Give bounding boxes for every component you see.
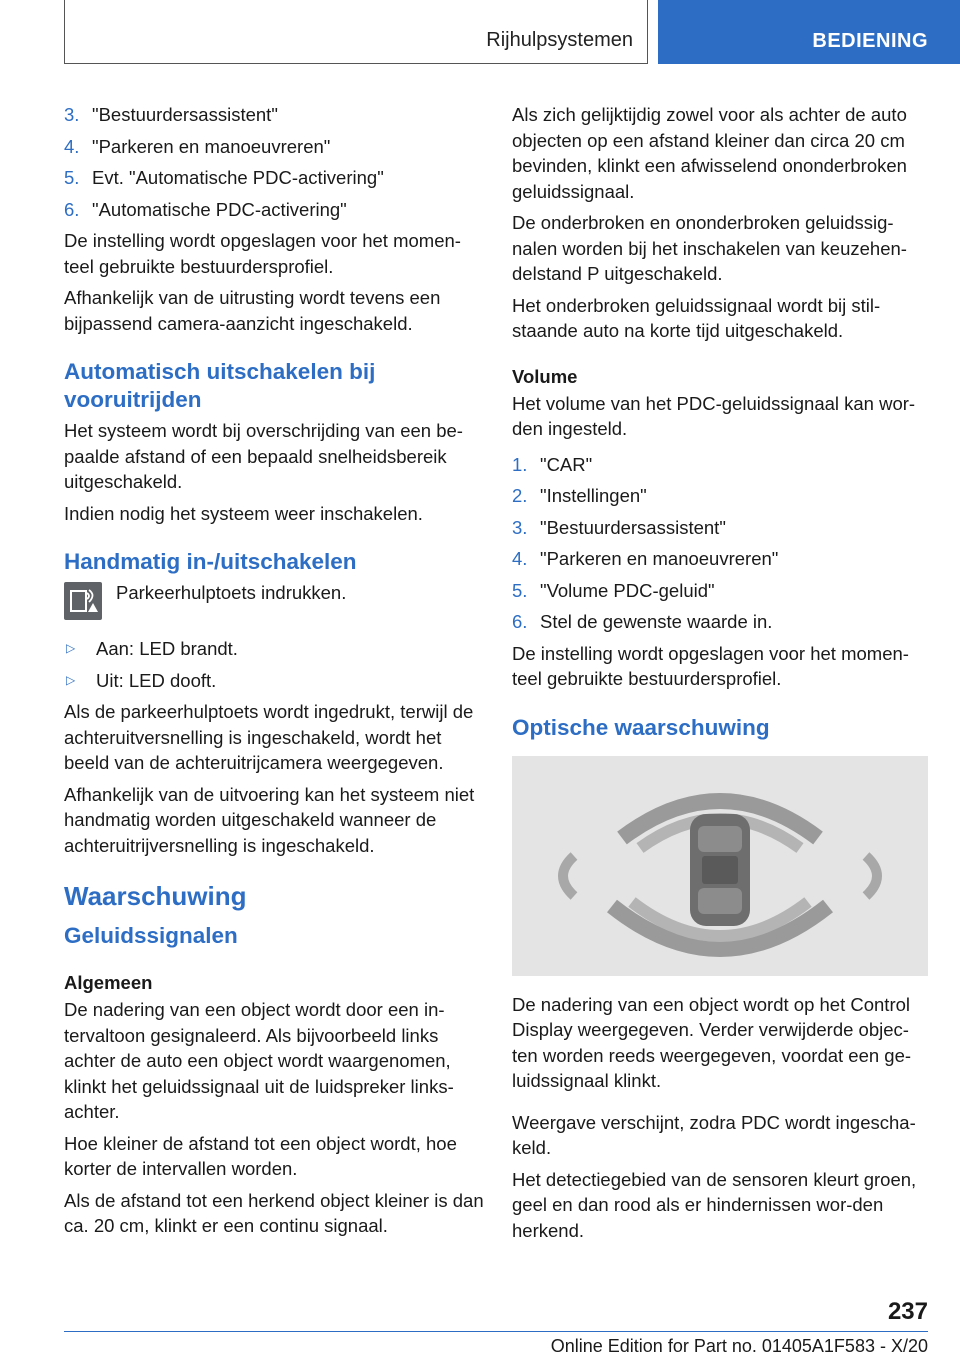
led-state-list: [64, 636, 484, 693]
heading-auto-off: Automatisch uitschakelen bij vooruitrijden: [64, 359, 376, 412]
list-item: 4. "Parkeren en manoeuvreren": [64, 135, 331, 157]
heading-warning: Waarschuwing: [64, 881, 247, 911]
paragraph: Het systeem wordt bij overschrijding van een be-paalde afstand of een bepaald snelheidsbereik uitgeschakeld.: [64, 420, 463, 492]
page-number: 237: [887, 1298, 928, 1325]
list-item: 3. "Bestuurdersassistent": [64, 104, 278, 125]
paragraph: Hoe kleiner de afstand tot een object wordt, hoe korter de intervallen worden.: [64, 1132, 457, 1179]
paragraph: Indien nodig het systeem weer inschakelen.: [64, 502, 423, 524]
list-item: 4. "Parkeren en manoeuvreren": [512, 548, 779, 569]
paragraph: De instelling wordt opgeslagen voor het momen-teel gebruikte bestuurdersprofiel.: [512, 642, 909, 689]
list-item: 5. "Volume PDC-geluid": [512, 579, 715, 601]
pdc-display-image: [512, 756, 928, 976]
left-column: [64, 102, 484, 1245]
list-item: 1. "CAR": [512, 453, 593, 475]
paragraph: De nadering van een object wordt op het Control Display weergegeven. Verder verwijderde objec-ten worden reeds weergegeven, voordat een ge-luidssignaal klinkt.: [512, 993, 912, 1091]
header-chapter-tab: [658, 0, 960, 64]
heading-optical-warning: Optische waarschuwing: [512, 714, 770, 740]
heading-volume: Volume: [512, 365, 578, 387]
paragraph: De nadering van een object wordt door een in-tervaltoon gesignaleerd. Als bijvoorbeeld links achter de auto een object wordt waargenomen, klinkt het geluidssignaal uit de luidspreker links-achter.: [64, 999, 454, 1122]
heading-manual: Handmatig in-/uitschakelen: [64, 549, 357, 574]
paragraph: Als zich gelijktijdig zowel voor als achter de auto objecten op een afstand kleiner dan circa 20 cm bevinden, klinkt een afwisselend ononderbroken geluidssignaal.: [512, 104, 907, 202]
icon-caption: Parkeerhulptoets indrukken.: [116, 582, 347, 603]
settings-steps-list: [64, 102, 484, 222]
paragraph: De instelling wordt opgeslagen voor het momen-teel gebruikte bestuurdersprofiel.: [64, 230, 461, 277]
paragraph: Weergave verschijnt, zodra PDC wordt ingescha-keld.: [512, 1111, 916, 1158]
triangle-bullet-icon: ▷: [66, 641, 76, 655]
footer-edition: Online Edition for Part no. 01405A1F583 - X/20: [550, 1336, 928, 1356]
list-item: ▷ Aan: LED brandt.: [64, 636, 484, 662]
header-chapter-title: BEDIENING: [812, 30, 928, 52]
paragraph: Afhankelijk van de uitrusting wordt tevens een bijpassend camera-aanzicht ingeschakeld.: [64, 287, 441, 334]
paragraph: Afhankelijk van de uitvoering kan het systeem niet handmatig worden uitgeschakeld wanneer de achteruitrijversnelling is ingeschakeld.: [64, 783, 475, 856]
list-item: 3. "Bestuurdersassistent": [512, 516, 726, 538]
header-section-box: [64, 0, 648, 64]
triangle-bullet-icon: ▷: [66, 672, 76, 687]
heading-general: Algemeen: [64, 972, 153, 993]
right-column: [512, 102, 928, 1249]
list-item: 6. Stel de gewenste waarde in.: [512, 611, 773, 632]
header-section-title: Rijhulpsystemen: [486, 29, 633, 51]
paragraph: Het detectiegebied van de sensoren kleurt groen, geel en dan rood als er hindernissen wor-den herkend.: [512, 1168, 917, 1241]
volume-steps-list: [512, 452, 928, 635]
list-item: ▷ Uit: LED dooft.: [64, 668, 484, 694]
list-item: 2. "Instellingen": [512, 485, 647, 506]
paragraph: Het onderbroken geluidssignaal wordt bij stil-staande auto na korte tijd uitgeschakeld.: [512, 294, 881, 341]
heading-sound-signals: Geluidssignalen: [64, 923, 238, 948]
paragraph: De onderbroken en ononderbroken geluidssig-nalen worden bij het inschakelen van keuzehen-delstand P uitgeschakeld.: [512, 212, 907, 284]
park-assist-button-icon: [64, 582, 102, 620]
list-item: 5. Evt. "Automatische PDC-activering": [64, 167, 384, 188]
list-item: 6. "Automatische PDC-activering": [64, 198, 347, 220]
footer-divider: [64, 1331, 928, 1332]
park-assist-button-row: [64, 582, 484, 620]
paragraph: Het volume van het PDC-geluidssignaal kan wor-den ingesteld.: [512, 392, 916, 439]
paragraph: Als de afstand tot een herkend object kleiner is dan ca. 20 cm, klinkt er een continu signaal.: [64, 1189, 484, 1236]
paragraph: Als de parkeerhulptoets wordt ingedrukt, terwijl de achteruitversnelling is ingeschakeld, wordt het beeld van de achteruitrijcamera weergegeven.: [64, 701, 474, 773]
